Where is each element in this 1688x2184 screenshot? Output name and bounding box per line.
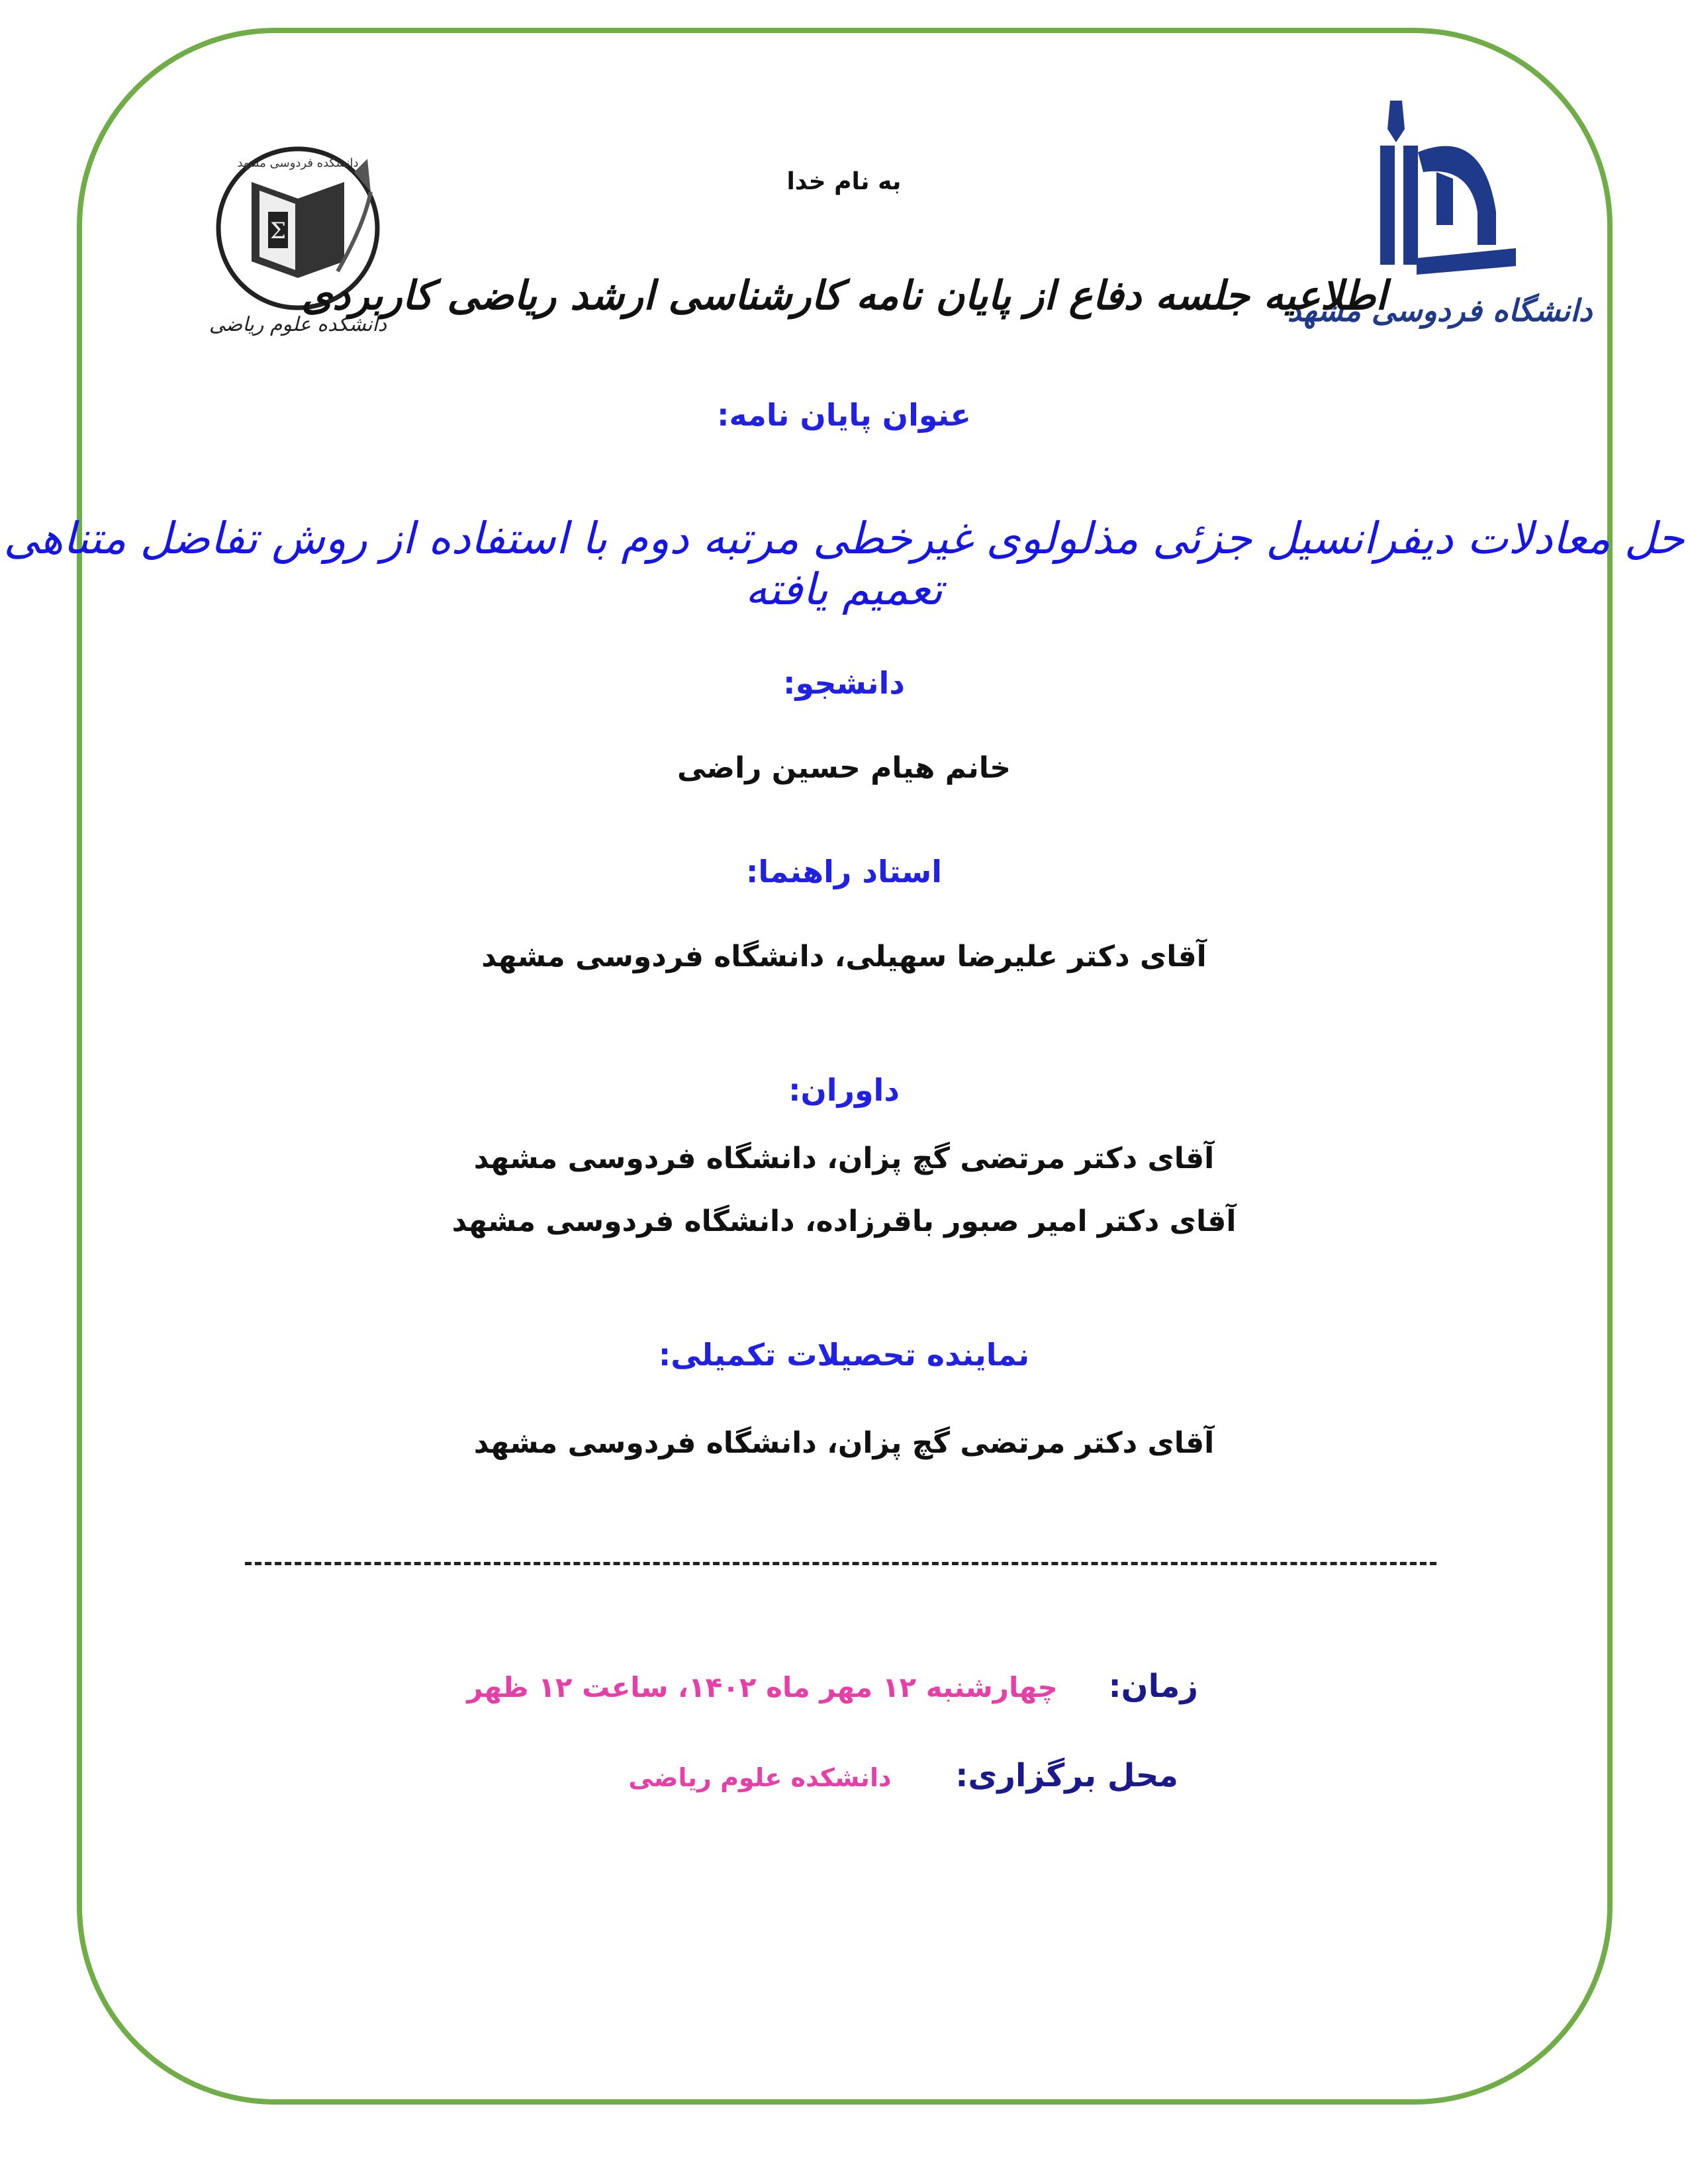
thesis-title: حل معادلات دیفرانسیل جزئی مذلولوی غیرخطی مرتبه دوم با استفاده از روش تفاضل متناهی تعمیم یافته	[3, 513, 1685, 615]
student-name: خانم هیام حسین راضی	[677, 751, 1011, 785]
time-row	[467, 1668, 1198, 1705]
student-label: دانشجو:	[783, 665, 905, 701]
announcement-title: اطلاعیه جلسه دفاع از پایان نامه کارشناسی ارشد ریاضی کاربردی	[301, 273, 1387, 319]
place-value: دانشکده علوم ریاضی	[628, 1763, 892, 1792]
referees-label: داوران:	[788, 1072, 900, 1108]
referee-item: آقای دکتر مرتضی گچ پزان، دانشگاه فردوسی مشهد	[473, 1142, 1215, 1175]
university-logo-text: دانشگاه فردوسی مشهد	[1287, 293, 1593, 328]
place-row	[628, 1757, 1178, 1794]
time-value: چهارشنبه ۱۲ مهر ماه ۱۴۰۲، ساعت ۱۲ ظهر	[467, 1671, 1058, 1704]
svg-text:Σ: Σ	[269, 218, 287, 244]
representative-label: نماینده تحصیلات تکمیلی:	[658, 1337, 1030, 1373]
representative-name: آقای دکتر مرتضی گچ پزان، دانشگاه فردوسی مشهد	[473, 1426, 1215, 1460]
thesis-label: عنوان پایان نامه:	[717, 397, 971, 433]
separator-line	[245, 1562, 1436, 1565]
time-label: زمان:	[1108, 1668, 1198, 1705]
faculty-logo-top-text: دانشکده فردوسی مشهد	[237, 156, 359, 170]
referee-item: آقای دکتر امیر صبور باقرزاده، دانشگاه فردوسی مشهد	[451, 1205, 1237, 1238]
faculty-logo-bottom-text: دانشکده علوم ریاضی	[209, 313, 387, 336]
basmala: به نام خدا	[786, 168, 902, 195]
advisor-label: استاد راهنما:	[745, 854, 943, 889]
place-label: محل برگزاری:	[955, 1757, 1178, 1794]
faculty-emblem-icon	[205, 119, 397, 357]
faculty-logo	[205, 119, 397, 357]
advisor-name: آقای دکتر علیرضا سهیلی، دانشگاه فردوسی مشهد	[481, 940, 1207, 974]
